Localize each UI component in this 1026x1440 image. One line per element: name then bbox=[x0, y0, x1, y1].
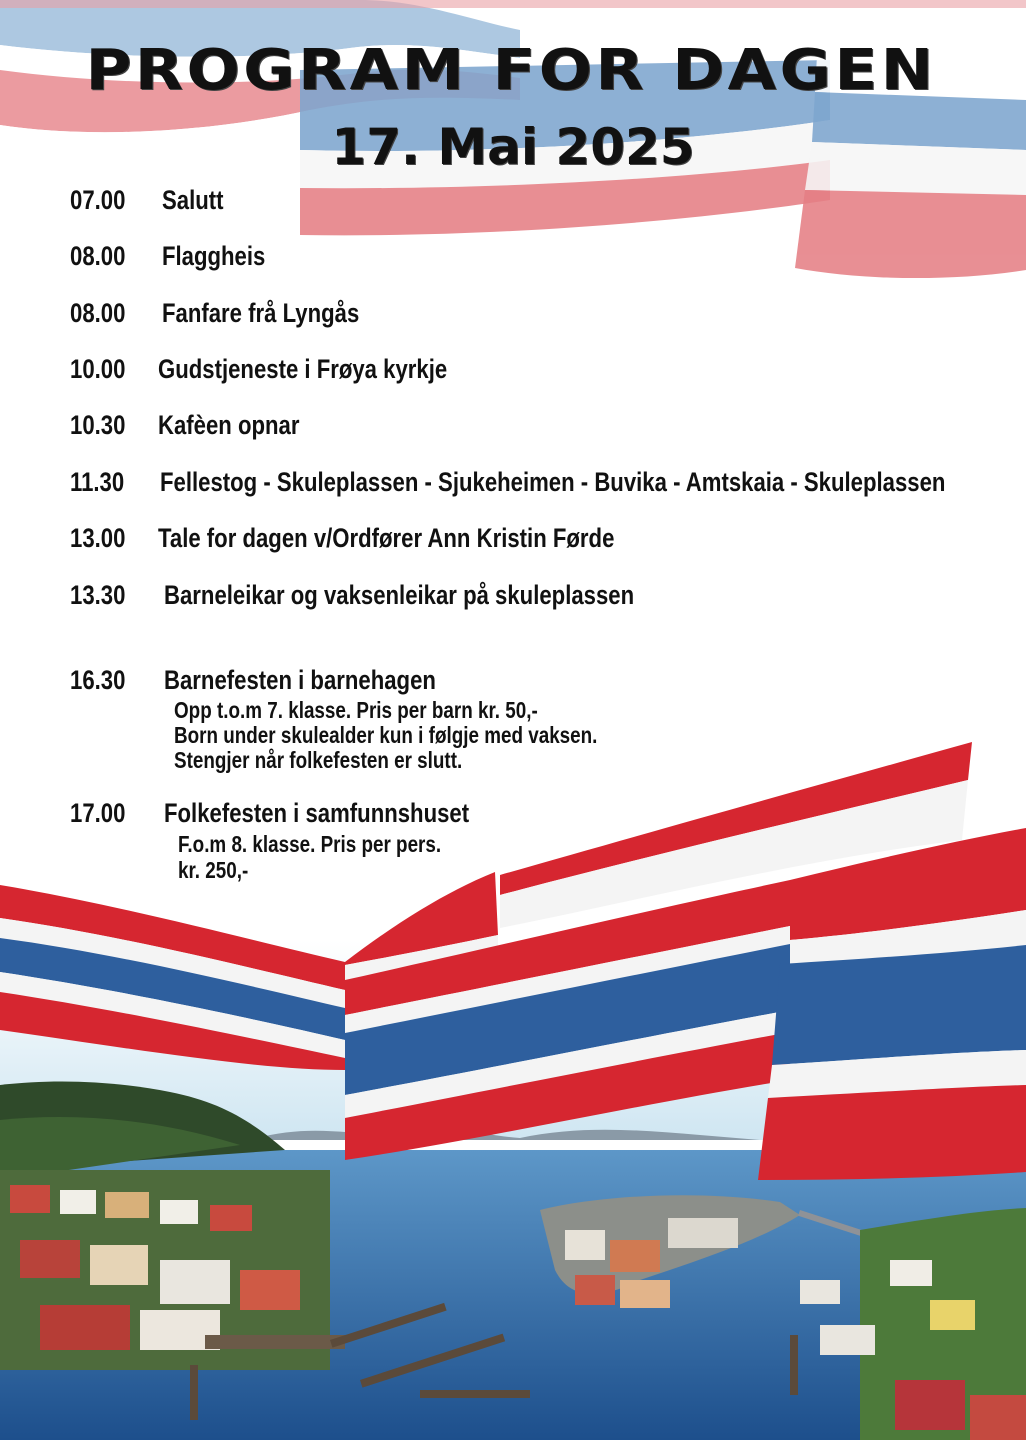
program-time: 10.00 bbox=[70, 354, 126, 384]
program-text: Tale for dagen v/Ordfører Ann Kristin Førde bbox=[158, 523, 615, 553]
flag-ribbon-right bbox=[758, 828, 1026, 1180]
harbour-scene bbox=[0, 740, 1026, 1440]
program-detail: F.o.m 8. klasse. Pris per pers. bbox=[178, 831, 442, 857]
poster-title: PROGRAM FOR DAGEN bbox=[85, 38, 937, 103]
program-detail: Stengjer når folkefesten er slutt. bbox=[174, 747, 463, 773]
program-time: 08.00 bbox=[70, 298, 126, 328]
top-edge-strip bbox=[0, 0, 1026, 8]
program-text: Fanfare frå Lyngås bbox=[162, 298, 360, 328]
program-text: Folkefesten i samfunnshuset bbox=[164, 798, 470, 828]
program-text: Kafèen opnar bbox=[158, 410, 300, 440]
program-time: 13.00 bbox=[70, 523, 126, 553]
program-time: 16.30 bbox=[70, 665, 126, 695]
program-detail: Born under skulealder kun i følgje med vaksen. bbox=[174, 722, 598, 748]
program-detail: Opp t.o.m 7. klasse. Pris per barn kr. 50,- bbox=[174, 697, 538, 723]
poster-date: 17. Mai 2025 bbox=[331, 118, 695, 176]
program-text: Flaggheis bbox=[162, 241, 266, 271]
program-detail: kr. 250,- bbox=[178, 857, 249, 883]
program-text: Barneleikar og vaksenleikar på skuleplassen bbox=[164, 580, 635, 610]
left-town bbox=[0, 1170, 345, 1370]
program-time: 11.30 bbox=[70, 467, 125, 497]
program-text: Barnefesten i barnehagen bbox=[164, 665, 436, 695]
program-time: 13.30 bbox=[70, 580, 126, 610]
program-time: 17.00 bbox=[70, 798, 126, 828]
program-text: Salutt bbox=[162, 185, 224, 215]
program-time: 08.00 bbox=[70, 241, 126, 271]
program-text: Gudstjeneste i Frøya kyrkje bbox=[158, 354, 448, 384]
program-time: 10.30 bbox=[70, 410, 126, 440]
program-time: 07.00 bbox=[70, 185, 126, 215]
program-text: Fellestog - Skuleplassen - Sjukeheimen - Buvika - Amtskaia - Skuleplassen bbox=[160, 467, 946, 497]
